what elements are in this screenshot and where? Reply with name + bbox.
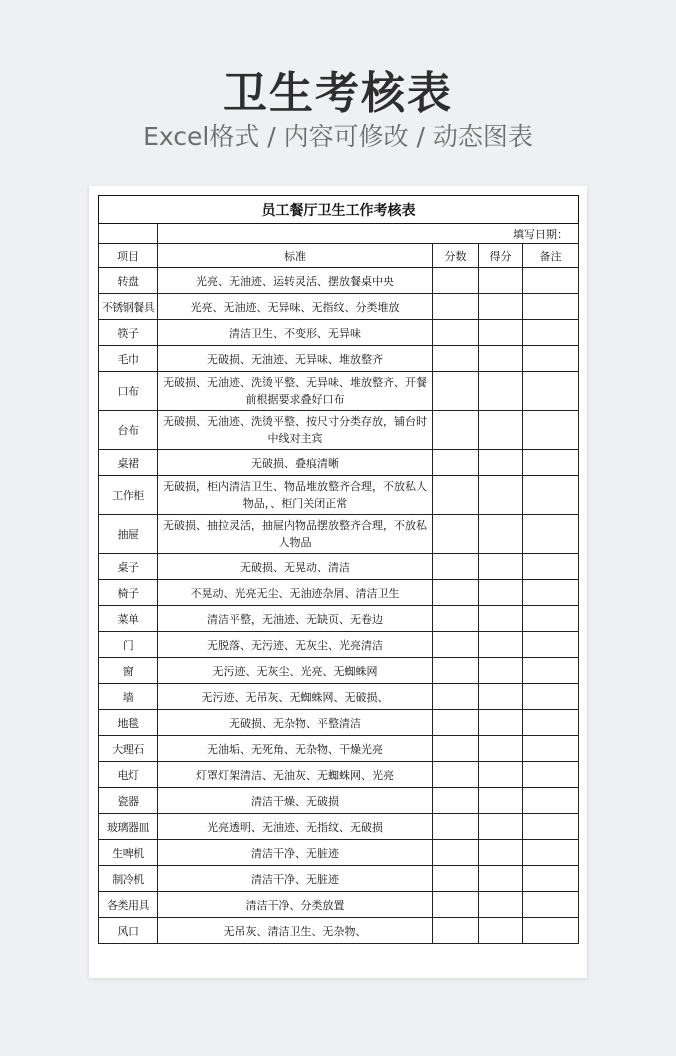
- item-cell: 地毯: [99, 710, 158, 736]
- got-score-cell: [479, 515, 523, 554]
- item-cell: 大理石: [99, 736, 158, 762]
- table-row: [99, 411, 579, 450]
- table-row: [99, 554, 579, 580]
- standard-cell: 清洁干净、无脏迹: [158, 840, 433, 866]
- table-row: [99, 762, 579, 788]
- table-row: [99, 450, 579, 476]
- table-row: [99, 372, 579, 411]
- score-cell: [433, 632, 479, 658]
- note-cell: [523, 580, 579, 606]
- item-cell: 抽屉: [99, 515, 158, 554]
- score-cell: [433, 554, 479, 580]
- note-cell: [523, 658, 579, 684]
- score-cell: [433, 814, 479, 840]
- date-blank-cell: [99, 224, 158, 244]
- table-row: [99, 320, 579, 346]
- table-row: [99, 788, 579, 814]
- item-cell: 椅子: [99, 580, 158, 606]
- got-score-cell: [479, 814, 523, 840]
- table-row: [99, 268, 579, 294]
- standard-cell: 无破损、无油迹、洗烫平整、按尺寸分类存放，铺台时中线对主宾: [158, 411, 433, 450]
- standard-cell: 清洁卫生、不变形、无异味: [158, 320, 433, 346]
- got-score-cell: [479, 684, 523, 710]
- got-score-cell: [479, 554, 523, 580]
- standard-cell: 不晃动、光亮无尘、无油迹杂屑、清洁卫生: [158, 580, 433, 606]
- score-cell: [433, 918, 479, 944]
- note-cell: [523, 372, 579, 411]
- table-row: [99, 580, 579, 606]
- table-row: [99, 658, 579, 684]
- note-cell: [523, 762, 579, 788]
- note-cell: [523, 346, 579, 372]
- item-cell: 菜单: [99, 606, 158, 632]
- score-cell: [433, 840, 479, 866]
- got-score-cell: [479, 762, 523, 788]
- got-score-cell: [479, 918, 523, 944]
- note-cell: [523, 450, 579, 476]
- score-cell: [433, 710, 479, 736]
- standard-cell: 光亮透明、无油迹、无指纹、无破损: [158, 814, 433, 840]
- item-cell: 电灯: [99, 762, 158, 788]
- got-score-cell: [479, 892, 523, 918]
- score-cell: [433, 736, 479, 762]
- standard-cell: 无破损、叠痕清晰: [158, 450, 433, 476]
- date-label: 填写日期：: [158, 224, 579, 244]
- got-score-cell: [479, 710, 523, 736]
- note-cell: [523, 411, 579, 450]
- item-cell: 转盘: [99, 268, 158, 294]
- got-score-cell: [479, 320, 523, 346]
- note-cell: [523, 918, 579, 944]
- item-cell: 风口: [99, 918, 158, 944]
- table-row: [99, 684, 579, 710]
- standard-cell: 光亮、无油迹、无异味、无指纹、分类堆放: [158, 294, 433, 320]
- score-cell: [433, 320, 479, 346]
- score-cell: [433, 411, 479, 450]
- got-score-cell: [479, 372, 523, 411]
- note-cell: [523, 736, 579, 762]
- table-row: [99, 892, 579, 918]
- item-cell: 制冷机: [99, 866, 158, 892]
- note-cell: [523, 515, 579, 554]
- got-score-cell: [479, 580, 523, 606]
- table-row: [99, 918, 579, 944]
- standard-cell: 无破损、无杂物、平整清洁: [158, 710, 433, 736]
- got-score-cell: [479, 658, 523, 684]
- standard-cell: 无油垢、无死角、无杂物、干燥光亮: [158, 736, 433, 762]
- item-cell: 生啤机: [99, 840, 158, 866]
- table-row: [99, 515, 579, 554]
- got-score-cell: [479, 268, 523, 294]
- item-cell: 桌裙: [99, 450, 158, 476]
- standard-cell: 无破损、无油迹、无异味、堆放整齐: [158, 346, 433, 372]
- table-row: [99, 476, 579, 515]
- item-cell: 台布: [99, 411, 158, 450]
- score-cell: [433, 515, 479, 554]
- score-cell: [433, 788, 479, 814]
- standard-cell: 无污迹、无吊灰、无蜘蛛网、无破损、: [158, 684, 433, 710]
- header-got: 得分: [479, 244, 523, 268]
- header-item: 项目: [99, 244, 158, 268]
- item-cell: 毛巾: [99, 346, 158, 372]
- note-cell: [523, 320, 579, 346]
- table-row: [99, 710, 579, 736]
- item-cell: 各类用具: [99, 892, 158, 918]
- table-row: [99, 736, 579, 762]
- got-score-cell: [479, 294, 523, 320]
- header-score: 分数: [433, 244, 479, 268]
- score-cell: [433, 580, 479, 606]
- got-score-cell: [479, 840, 523, 866]
- item-cell: 桌子: [99, 554, 158, 580]
- score-cell: [433, 346, 479, 372]
- standard-cell: 无吊灰、清洁卫生、无杂物、: [158, 918, 433, 944]
- item-cell: 窗: [99, 658, 158, 684]
- standard-cell: 无污迹、无灰尘、光亮、无蜘蛛网: [158, 658, 433, 684]
- got-score-cell: [479, 866, 523, 892]
- note-cell: [523, 684, 579, 710]
- standard-cell: 灯罩灯架清洁、无油灰、无蜘蛛网、光亮: [158, 762, 433, 788]
- table-row: [99, 606, 579, 632]
- item-cell: 筷子: [99, 320, 158, 346]
- item-cell: 不锈钢餐具: [99, 294, 158, 320]
- score-cell: [433, 268, 479, 294]
- score-cell: [433, 372, 479, 411]
- score-cell: [433, 450, 479, 476]
- note-cell: [523, 476, 579, 515]
- table-row: [99, 632, 579, 658]
- standard-cell: 清洁干燥、无破损: [158, 788, 433, 814]
- score-cell: [433, 294, 479, 320]
- score-cell: [433, 658, 479, 684]
- got-score-cell: [479, 632, 523, 658]
- score-cell: [433, 684, 479, 710]
- spreadsheet-preview: [89, 186, 587, 978]
- sheet-title: 员工餐厅卫生工作考核表: [99, 196, 579, 224]
- standard-cell: 清洁干净、分类放置: [158, 892, 433, 918]
- standard-cell: 无破损、抽拉灵活，抽屉内物品摆放整齐合理，不放私人物品: [158, 515, 433, 554]
- table-row: [99, 866, 579, 892]
- got-score-cell: [479, 346, 523, 372]
- table-row: [99, 294, 579, 320]
- score-cell: [433, 866, 479, 892]
- note-cell: [523, 606, 579, 632]
- standard-cell: 无破损、无油迹、洗烫平整、无异味、堆放整齐、开餐前根据要求叠好口布: [158, 372, 433, 411]
- note-cell: [523, 866, 579, 892]
- table-row: [99, 814, 579, 840]
- table-row: [99, 840, 579, 866]
- item-cell: 口布: [99, 372, 158, 411]
- standard-cell: 光亮、无油迹、运转灵活、摆放餐桌中央: [158, 268, 433, 294]
- got-score-cell: [479, 411, 523, 450]
- score-cell: [433, 476, 479, 515]
- note-cell: [523, 892, 579, 918]
- got-score-cell: [479, 606, 523, 632]
- note-cell: [523, 554, 579, 580]
- item-cell: 玻璃器皿: [99, 814, 158, 840]
- score-cell: [433, 892, 479, 918]
- header-row: [99, 244, 579, 268]
- standard-cell: 无脱落、无污迹、无灰尘、光亮清洁: [158, 632, 433, 658]
- note-cell: [523, 632, 579, 658]
- item-cell: 瓷器: [99, 788, 158, 814]
- item-cell: 门: [99, 632, 158, 658]
- banner-subtitle: Excel格式 / 内容可修改 / 动态图表: [143, 122, 533, 151]
- standard-cell: 清洁平整，无油迹、无缺页、无卷边: [158, 606, 433, 632]
- item-cell: 墙: [99, 684, 158, 710]
- banner-title: 卫生考核表: [223, 68, 453, 119]
- got-score-cell: [479, 736, 523, 762]
- note-cell: [523, 710, 579, 736]
- item-cell: 工作柜: [99, 476, 158, 515]
- score-cell: [433, 762, 479, 788]
- got-score-cell: [479, 450, 523, 476]
- assessment-table: [98, 195, 579, 944]
- note-cell: [523, 788, 579, 814]
- standard-cell: 无破损、无晃动、清洁: [158, 554, 433, 580]
- header-note: 备注: [523, 244, 579, 268]
- standard-cell: 清洁干净、无脏迹: [158, 866, 433, 892]
- got-score-cell: [479, 788, 523, 814]
- score-cell: [433, 606, 479, 632]
- note-cell: [523, 840, 579, 866]
- note-cell: [523, 814, 579, 840]
- note-cell: [523, 294, 579, 320]
- table-row: [99, 346, 579, 372]
- standard-cell: 无破损，柜内清洁卫生、物品堆放整齐合理，不放私人物品，、柜门关闭正常: [158, 476, 433, 515]
- note-cell: [523, 268, 579, 294]
- header-standard: 标准: [158, 244, 433, 268]
- got-score-cell: [479, 476, 523, 515]
